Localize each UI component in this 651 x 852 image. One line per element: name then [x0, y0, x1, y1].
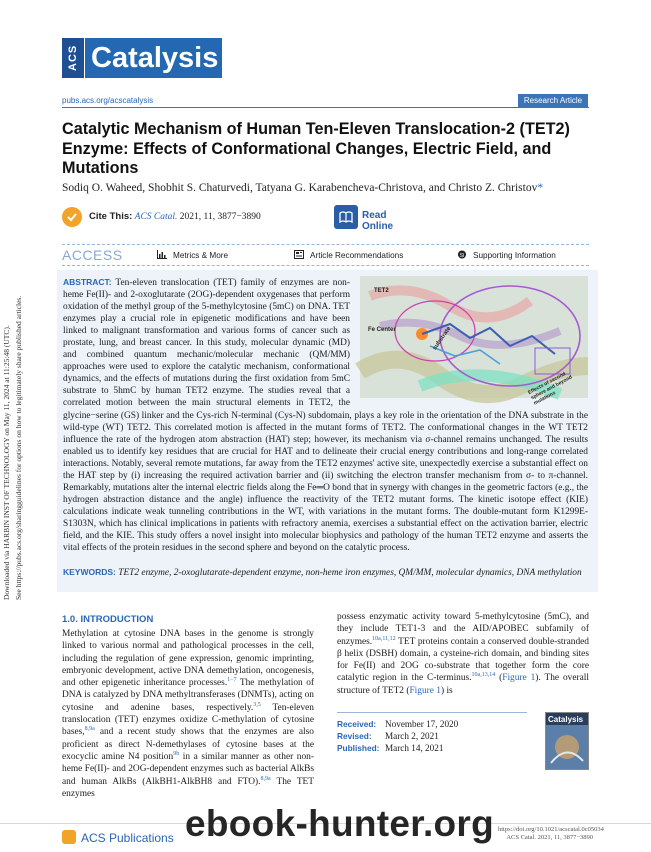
supporting-info-label: Supporting Information: [473, 251, 556, 260]
article-title: Catalytic Mechanism of Human Ten-Eleven Translocation-2 (TET2) Enzyme: Effects of Conformational Changes, Electric Field, and Mutations: [62, 120, 570, 177]
section-heading-introduction: 1.0. INTRODUCTION: [62, 614, 154, 625]
figure-label-fe-center: Fe Center: [368, 327, 396, 333]
footer-journal-ref: ACS Catal. 2021, 11, 3877−3890: [506, 834, 593, 841]
read-online-label: Read Online: [362, 210, 394, 232]
figure-wrap-spacer: [350, 276, 588, 400]
figure-1-link[interactable]: Figure 1: [502, 673, 536, 684]
intro-column-left: [62, 628, 314, 800]
cite-journal[interactable]: ACS Catal.: [134, 212, 178, 222]
abstract-body: Ten-eleven translocation (TET) family of enzymes are non-heme Fe(II)- and 2-oxoglutarate (2OG)-dependent oxygenases that perform oxidation of the methyl group of the 5-methylcytosine (5mC) on DNA. TET enzymes play a crucial role in epigenetic modifications and have been linked to malignant transformation and various forms of cancer such as prostate, lung, and breast cancer. In this study, molecular dynamic (MD) and combined quantum mechanic/molecular mechanic (QM/MM) approaches were used to explore the catalytic mechanism, conformational dynamics, and the effects of mutations during the first oxidation from 5mC substrate to 5hmC by human TET2 enzyme. The studies reveal that a correlated motion between the main structural elements in TET2, the glycine−serine (GS) linker and the Cys-rich N-terminal (Cys-N) subdomain, plays a key role in the orientation of the DNA substrate in the wild-type (WT) TET2. This correlated motion is affected in the mutant forms of TET2. The conformational changes in the WT TET2 influence the rate of the hydrogen atom abstraction (HAT) step; however, its mechanism via σ-channel remains unchanged. The results enabled us to identify key residues that are crucial for HAT and to delineate their crucial energy contributions and long-range correlated interactions. Notably, several remote mutations, far away from the TET2 enzymes' active site, unexpectedly exercise a substantial effect on the HAT step by (i) increasing the required activation barrier and (ii) switching the electron transfer mechanism from σ- to π-channel. Remarkably, mutations alter the internal electric fields along the Fe═O bond that in synergy with changes in the geometric factors (e.g., the hydrogen abstraction distance and the angle) influence the reactivity of the TET2 mutant forms. The kinetic isotope effect (KIE) calculations indicate weak tunneling contributions in the WT, with variations in the mutant forms. The double-mutant form K1299E-S1303N, which has clinical implications in patients with refractory anemia, exercises a substantial effect on the activation barrier, electric field, and the KIE. This study offers a novel insight into molecular biophysics and pathology of the human TET2 enzyme and asserts the vital effects of the protein residues in the second sphere and beyond on the catalytic process.: [63, 278, 588, 554]
svg-text:SI: SI: [459, 252, 465, 259]
cover-title: Catalysis: [548, 715, 584, 724]
published-label: Published:: [337, 743, 380, 753]
author-list: [62, 182, 602, 194]
revised-date: March 2, 2021: [385, 731, 439, 741]
supporting-info-icon: [457, 250, 467, 259]
intro-text-8: TET proteins contain a conserved double-stranded β helix (DSBH) domain, a cysteine-rich domain, and binding sites for Fe(II) and 2OG co-substrate that together form the core catalytic region in the C-terminus.: [337, 636, 589, 684]
reference-link[interactable]: 1−7: [227, 677, 237, 684]
reference-link[interactable]: 10a,11,12: [372, 635, 396, 642]
supporting-info-link[interactable]: [457, 250, 556, 260]
reference-link[interactable]: 10a,13,14: [471, 672, 496, 679]
intro-text-6: The TET enzymes: [62, 776, 314, 799]
logo-catalysis: Catalysis: [85, 38, 222, 78]
author-names: Sodiq O. Waheed, Shobhit S. Chaturvedi, Tatyana G. Karabencheva-Christova, and Christo Z. Christov: [62, 182, 538, 194]
intro-column-right: possess enzymatic activity toward 5-methylcytosine (5mC), and they include TET1-3 and the AID/APOBEC subfamily of enzymes.$^{10a,11,12}$ TET proteins contain a conserved double-stranded β helix (DSBH) domain, a cysteine-rich domain, and binding sites for Fe(II) and 2OG co-substrate that together form the core catalytic region in the C-terminus.$^{10a,13,14}$ (Figure 1). The overall structure of TET2 (Figure 1) is: [337, 612, 589, 696]
site-watermark: ebook-hunter.org: [185, 803, 495, 844]
open-book-icon: [334, 205, 358, 229]
intro-text-9: ). The overall structure of TET2 (: [337, 673, 589, 696]
abstract-text: [63, 276, 588, 554]
keywords: [63, 566, 588, 579]
journal-url-link[interactable]: pubs.acs.org/acscatalysis: [62, 96, 154, 105]
download-stamp-line1: Downloaded via HARBIN INST OF TECHNOLOGY on May 11, 2024 at 11:25:48 (UTC).: [2, 325, 11, 600]
cite-label: Cite This:: [89, 211, 133, 222]
keywords-lead: KEYWORDS:: [63, 567, 116, 577]
sharing-guidelines-stamp: [14, 200, 26, 600]
logo-acs: ACS: [62, 38, 84, 78]
checkmark-icon: [62, 207, 82, 227]
access-label: ACCESS: [62, 247, 123, 263]
article-type-badge: Research Article: [518, 94, 588, 107]
keywords-list: TET2 enzyme, 2-oxoglutarate-dependent enzyme, non-heme iron enzymes, QM/MM, molecular dynamics, DNA methylation: [118, 568, 582, 578]
doi-link[interactable]: https://doi.org/10.1021/acscatal.0c05034: [498, 826, 604, 833]
publication-dates: [337, 712, 527, 754]
reference-link[interactable]: 8,9a: [84, 726, 95, 733]
article-icon: [294, 250, 304, 259]
cite-details: 2021, 11, 3877−3890: [179, 212, 261, 222]
acs-hexagon-icon: [62, 830, 76, 844]
intro-text-1: Methylation at cytosine DNA bases in the genome is strongly linked to various normal and pathological processes in the cell, including the regulation of gene expression, genomic imprinting, embryonic development, active DNA demethylation, oncogenesis, and other epigenetic inheritance processes.: [62, 629, 314, 689]
publisher-logo[interactable]: [62, 830, 174, 845]
footer-citation: [498, 826, 604, 842]
intro-text-10: ) is: [440, 685, 453, 696]
corresponding-author-mark[interactable]: *: [537, 182, 544, 194]
revised-label: Revised:: [337, 731, 372, 741]
figure-1-link[interactable]: Figure 1: [409, 685, 441, 696]
access-bar: [62, 244, 589, 266]
journal-logo[interactable]: [62, 38, 222, 78]
bar-chart-icon: [157, 250, 167, 259]
intro-text-2: The methylation of DNA is catalyzed by DNA methyltransferases (DNMTs), acting on cytosine and adenine bases, respectively.: [62, 678, 315, 713]
received-date: November 17, 2020: [385, 719, 459, 729]
journal-cover-thumbnail[interactable]: [545, 712, 589, 770]
metrics-link[interactable]: [157, 250, 228, 260]
received-label: Received:: [337, 719, 377, 729]
read-online-button[interactable]: [334, 205, 416, 232]
metrics-label: Metrics & More: [173, 251, 229, 260]
header-divider: [62, 107, 589, 108]
cite-bar: [62, 207, 587, 231]
recommendations-label: Article Recommendations: [310, 251, 404, 260]
published-date: March 14, 2021: [385, 743, 444, 753]
intro-text-3: Ten-eleven translocation (TET) enzymes oxidize C-methylation of cytosine bases,: [62, 702, 314, 738]
recommendations-link[interactable]: [294, 250, 403, 260]
publisher-name: ACS Publications: [81, 831, 174, 845]
intro-text-7: possess enzymatic activity toward 5-methylcytosine (5mC), and they include TET1-3 and the AID/APOBEC subfamily of enzymes.: [337, 612, 589, 647]
reference-link[interactable]: 9b: [173, 750, 180, 757]
figure-label-substrate: substrate: [432, 325, 453, 352]
reference-link[interactable]: 3,5: [253, 701, 261, 708]
reference-link[interactable]: 8,9a: [260, 775, 271, 782]
intro-text-4: and a recent study shows that the enzymes are also proficient as direct N-demethylases of cytosine bases at the exocyclic amine N4 position: [62, 727, 314, 762]
cite-this: [89, 211, 261, 222]
figure-label-tet2: TET2: [374, 288, 389, 294]
figure-label-mutations: Effects of second sphere and beyond mutations: [527, 371, 574, 407]
download-stamp-line2: See https://pubs.acs.org/sharingguidelines for options on how to legitimately share published articles.: [14, 295, 23, 600]
abstract-lead: ABSTRACT:: [63, 277, 112, 287]
intro-text-5: in a similar manner as other non-heme Fe(II)- and 2OG-dependent enzymes such as bacterial AlkBs and human AlkBs (AlkBH1-AlkBH8 and FTO).: [62, 751, 314, 787]
